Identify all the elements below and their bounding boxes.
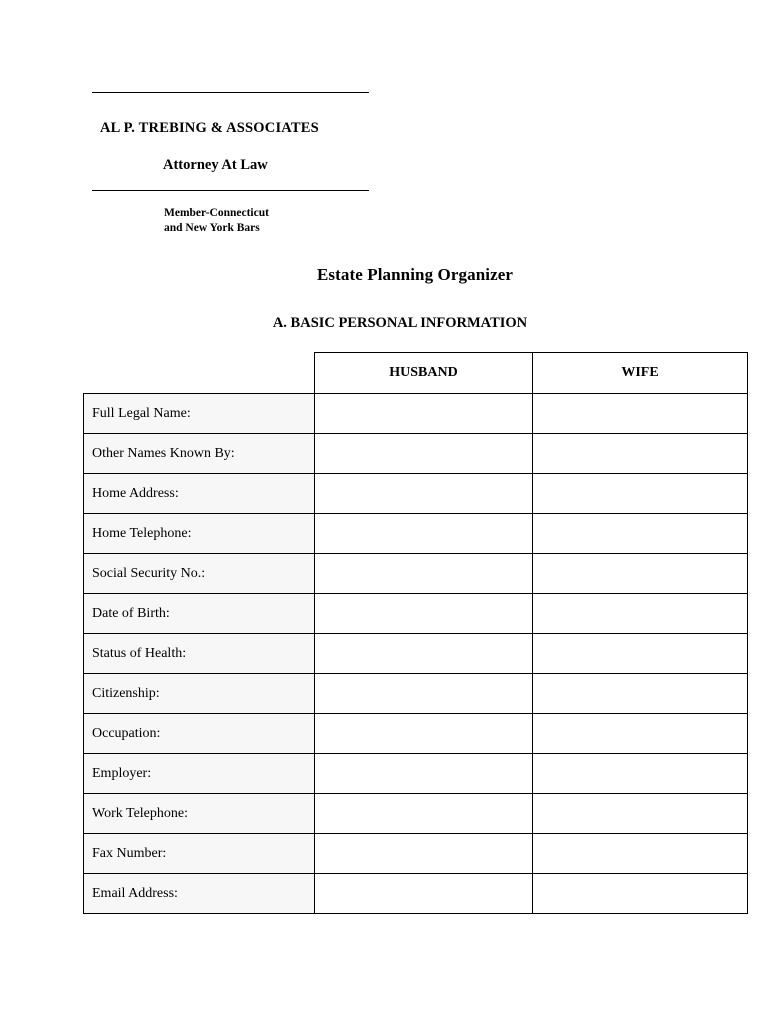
row-value-husband[interactable] (315, 874, 533, 914)
row-label: Social Security No.: (84, 554, 315, 594)
letterhead-bottom-rule (92, 190, 369, 191)
table-body (84, 394, 748, 914)
row-label: Date of Birth: (84, 594, 315, 634)
row-value-husband[interactable] (315, 394, 533, 434)
basic-personal-information-table (83, 352, 748, 914)
row-value-wife[interactable] (533, 834, 748, 874)
table-row (84, 794, 748, 834)
table-row (84, 594, 748, 634)
table-row (84, 674, 748, 714)
table-row (84, 714, 748, 754)
row-label: Occupation: (84, 714, 315, 754)
table-row (84, 514, 748, 554)
letterhead (84, 92, 684, 235)
table-row (84, 554, 748, 594)
row-value-husband[interactable] (315, 634, 533, 674)
bar-membership (164, 206, 684, 235)
row-value-husband[interactable] (315, 834, 533, 874)
row-value-husband[interactable] (315, 474, 533, 514)
row-label: Work Telephone: (84, 794, 315, 834)
row-value-wife[interactable] (533, 474, 748, 514)
page-title: Estate Planning Organizer (316, 265, 514, 284)
table-row (84, 834, 748, 874)
row-label: Fax Number: (84, 834, 315, 874)
row-value-wife[interactable] (533, 394, 748, 434)
table-row (84, 634, 748, 674)
row-value-husband[interactable] (315, 554, 533, 594)
table-row (84, 874, 748, 914)
row-value-wife[interactable] (533, 554, 748, 594)
table-row (84, 474, 748, 514)
row-label: Status of Health: (84, 634, 315, 674)
row-value-husband[interactable] (315, 714, 533, 754)
column-header-husband: HUSBAND (315, 353, 533, 394)
firm-name: AL P. TREBING & ASSOCIATES (100, 120, 319, 136)
row-value-wife[interactable] (533, 634, 748, 674)
column-header-blank (84, 353, 315, 394)
row-label: Home Address: (84, 474, 315, 514)
row-label: Employer: (84, 754, 315, 794)
letterhead-top-rule (92, 92, 369, 93)
row-label: Other Names Known By: (84, 434, 315, 474)
row-label: Full Legal Name: (84, 394, 315, 434)
row-value-husband[interactable] (315, 594, 533, 634)
section-heading: A. BASIC PERSONAL INFORMATION (272, 315, 528, 331)
row-value-wife[interactable] (533, 434, 748, 474)
bar-membership-line-1: Member-Connecticut (164, 207, 269, 219)
firm-tagline: Attorney At Law (163, 157, 268, 173)
table-row (84, 394, 748, 434)
row-label: Citizenship: (84, 674, 315, 714)
row-value-husband[interactable] (315, 434, 533, 474)
row-label: Home Telephone: (84, 514, 315, 554)
row-value-wife[interactable] (533, 874, 748, 914)
row-value-wife[interactable] (533, 794, 748, 834)
row-value-wife[interactable] (533, 754, 748, 794)
column-header-wife: WIFE (533, 353, 748, 394)
bar-membership-line-2: and New York Bars (164, 221, 260, 234)
row-label: Email Address: (84, 874, 315, 914)
table-header-row (84, 353, 748, 394)
table-row (84, 434, 748, 474)
row-value-husband[interactable] (315, 514, 533, 554)
row-value-wife[interactable] (533, 674, 748, 714)
table-row (84, 754, 748, 794)
row-value-wife[interactable] (533, 714, 748, 754)
row-value-wife[interactable] (533, 594, 748, 634)
row-value-wife[interactable] (533, 514, 748, 554)
row-value-husband[interactable] (315, 754, 533, 794)
row-value-husband[interactable] (315, 674, 533, 714)
row-value-husband[interactable] (315, 794, 533, 834)
